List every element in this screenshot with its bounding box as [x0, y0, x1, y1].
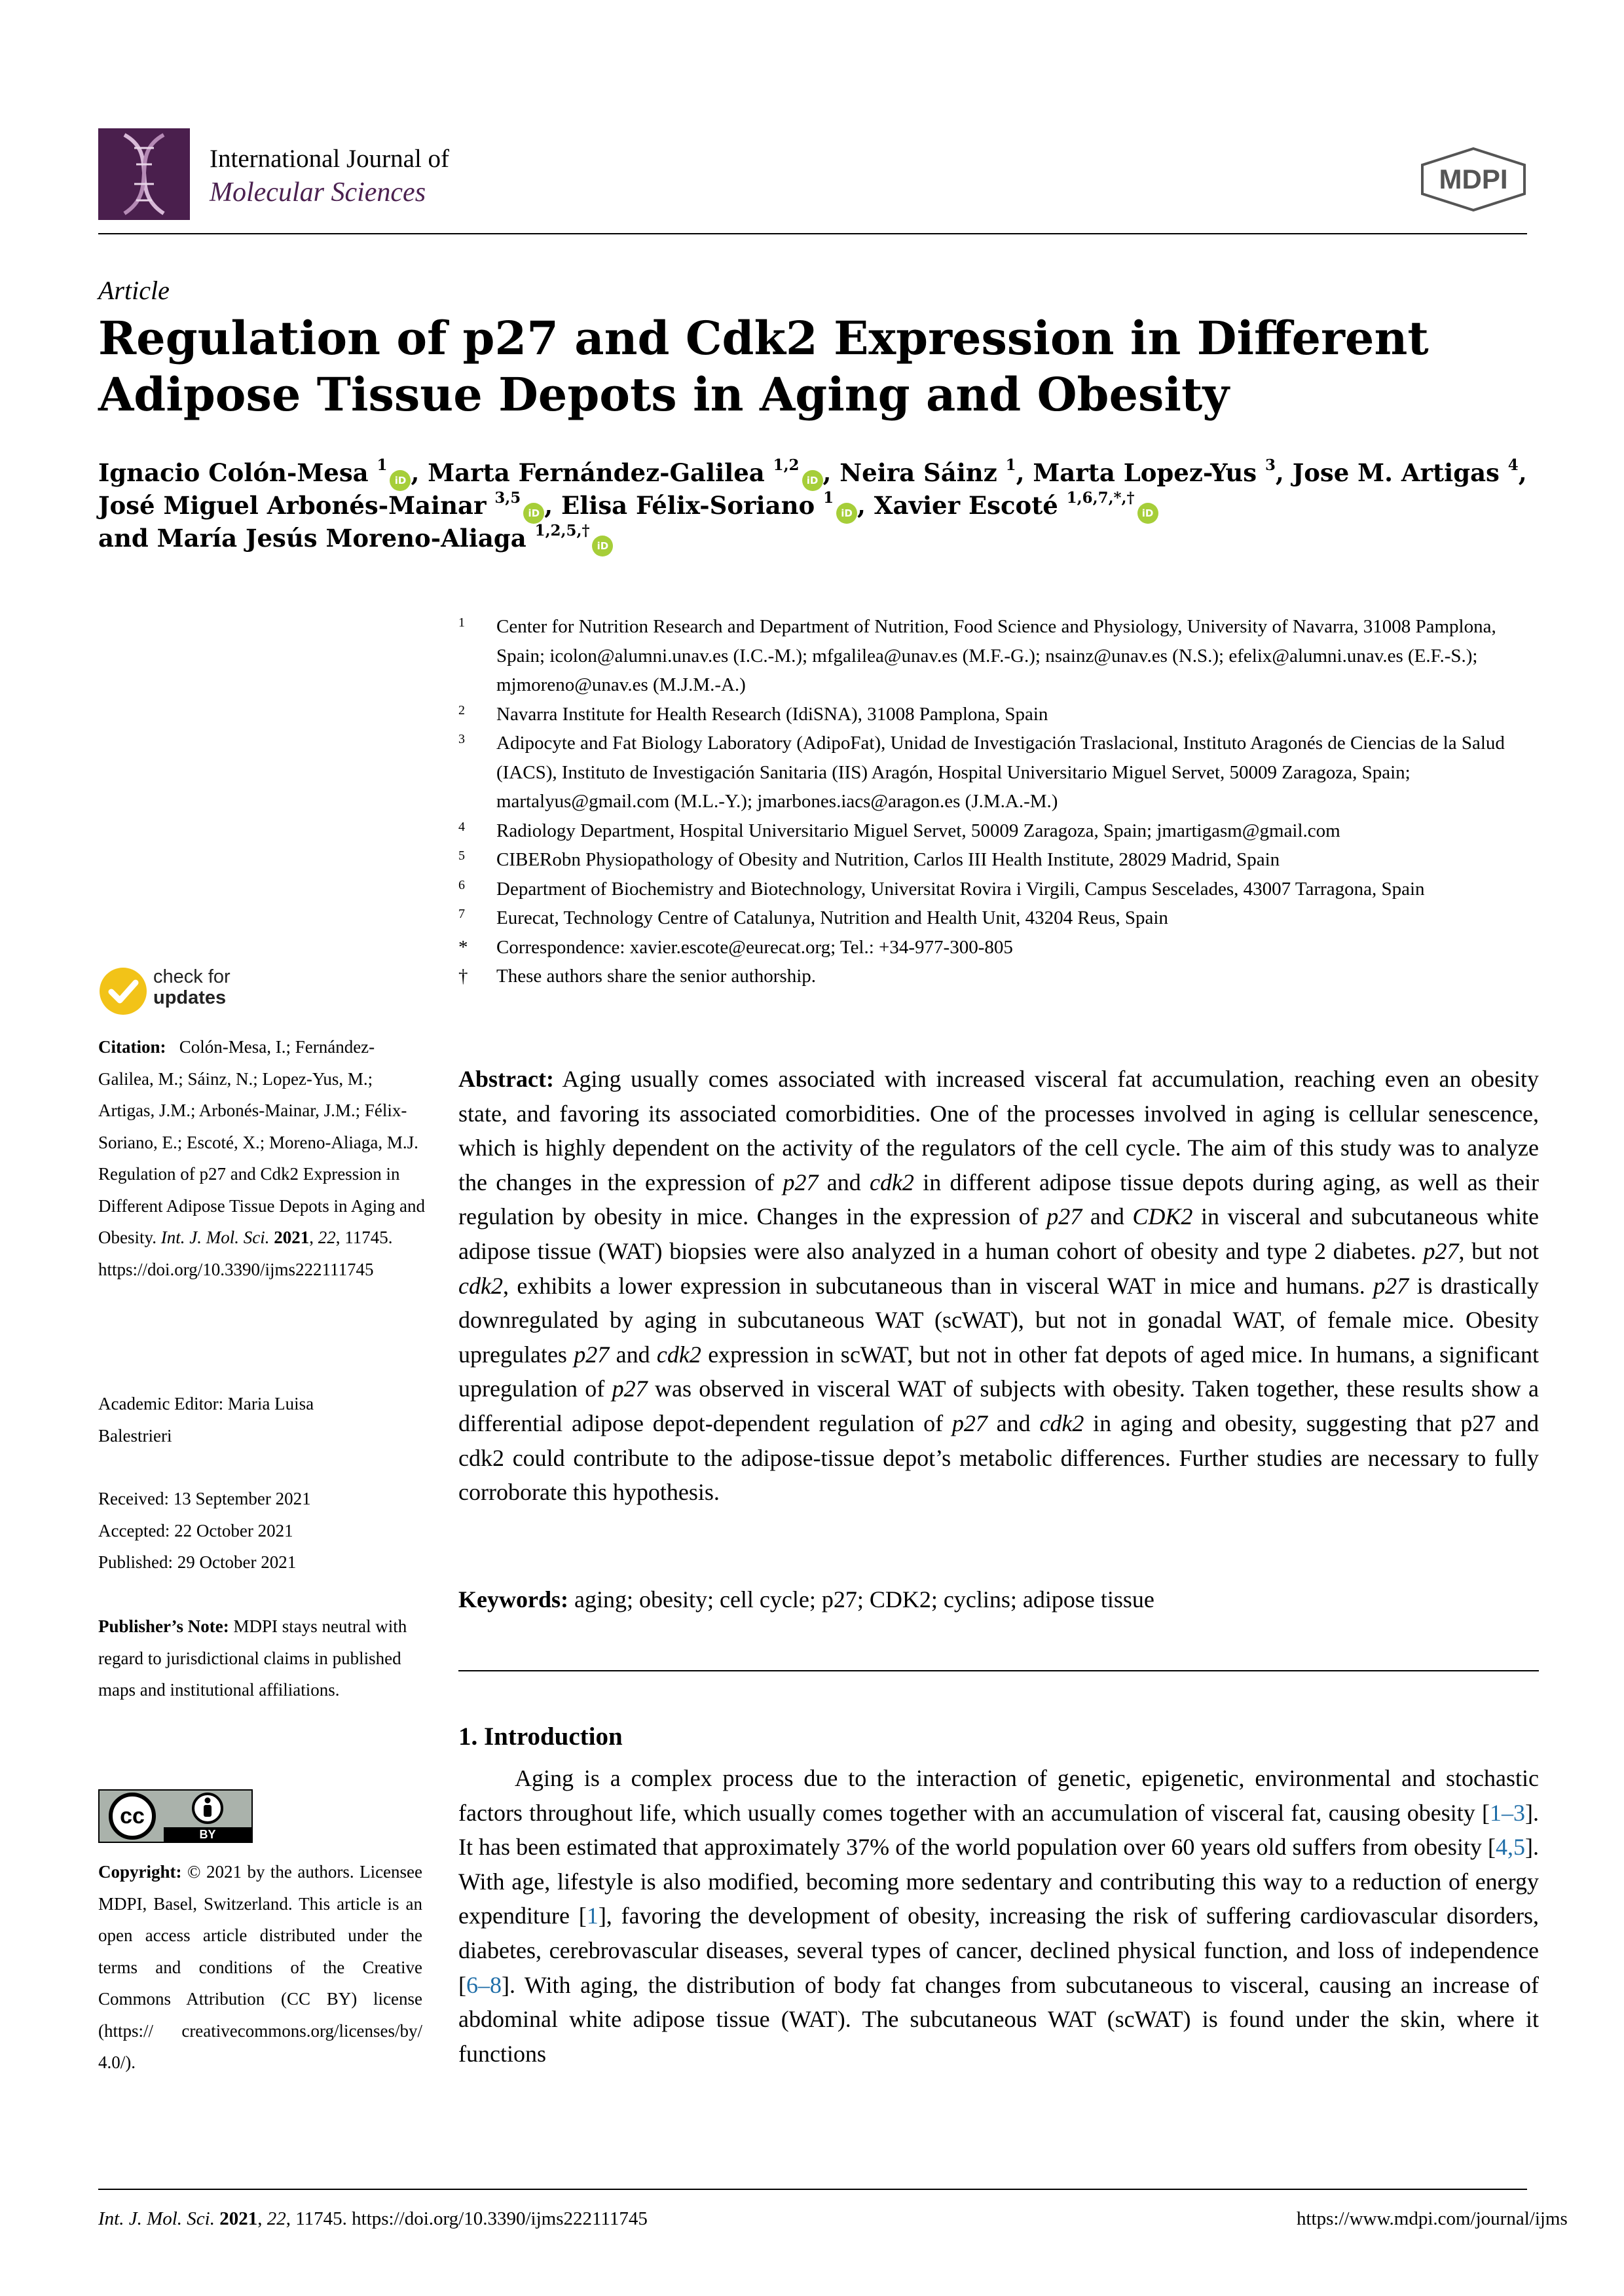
footer-volume: 22	[267, 2208, 286, 2229]
citation-text: Colón-Mesa, I.; Fernández-Galilea, M.; Sáinz, N.; Lopez-Yus, M.; Artigas, J.M.; Arbonés-Mainar, J.M.; Félix-Soriano, E.; Escoté, X.; Moreno-Aliaga, M.J. Regulation of p27 and Cdk2 Expression in Different Adipose Tissue Depots in Aging and Obesity.	[98, 1037, 425, 1247]
mdpi-logo-text: MDPI	[1439, 164, 1508, 194]
publisher-note-label: Publisher’s Note:	[98, 1616, 229, 1636]
abstract-text: and	[826, 1169, 861, 1195]
copyright-text: © 2021 by the authors. Licensee MDPI, Basel, Switzerland. This article is an open access article distributed under the terms and conditions of the Creative Commons Attribution (CC BY) license (https:// creativecommons.org/licenses/by/ 4.0/).	[98, 1862, 423, 2072]
intro-text: ], favoring the development of obesity, increasing the risk of suffering cardiovascular disorders, diabetes, cerebrovascular diseases, several types of cancer, declined physical function, and loss of independence [	[458, 1903, 1539, 1998]
citation-pages: 11745.	[344, 1228, 393, 1247]
abstract-text: Aging usually comes associated with increased visceral fat accumulation, reaching even an obesity state, and favoring its associated comorbidities. One of the processes involved in aging is cellular senescence, which is highly dependent on the activity of the regulators of the cell cycle. The aim of this study was to analyze the changes in the expression of	[458, 1066, 1539, 1195]
copyright-notice	[98, 1856, 422, 2079]
affiliation-text: Center for Nutrition Research and Department of Nutrition, Food Science and Physiology, University of Navarra, 31008 Pamplona, Spain; icolon@alumni.unav.es (I.C.-M.); mfgalilea@unav.es (M.F.-G.); nsainz@unav.es (N.S.); efelix@alumni.unav.es (E.F.-S.); mjmoreno@unav.es (M.J.M.-A.)	[496, 616, 1496, 695]
intro-text: ]. With age, lifestyle is also modified, becoming more sedentary and contributing this way to a reduction of energy expenditure [	[458, 1834, 1539, 1929]
affiliation-mark: 4	[458, 819, 465, 834]
author-affiliation-mark: 3,5	[494, 488, 521, 507]
gene-name: p27	[574, 1341, 610, 1368]
author-affiliation-mark: 1	[823, 488, 834, 507]
orcid-icon[interactable]: iD	[523, 503, 544, 524]
affiliation-item	[458, 700, 1539, 729]
publisher-note	[98, 1611, 426, 1706]
affiliation-item	[458, 903, 1539, 933]
header-divider	[98, 233, 1527, 234]
copyright-label: Copyright:	[98, 1862, 182, 1882]
keywords-label: Keywords:	[458, 1586, 568, 1613]
author-name: Ignacio Colón-Mesa	[98, 458, 369, 487]
abstract-text: in different adipose tissue depots during aging, as well as their regulation by obesity in mice. Changes in the expression of	[458, 1169, 1539, 1230]
author-affiliation-mark: 4	[1507, 456, 1519, 474]
author-conjunction: and	[98, 524, 149, 553]
orcid-icon[interactable]: iD	[390, 470, 411, 491]
affiliation-text: Eurecat, Technology Centre of Catalunya, Nutrition and Health Unit, 43204 Reus, Spain	[496, 907, 1168, 928]
orcid-icon[interactable]: iD	[802, 470, 823, 491]
cc-by-license-badge[interactable]	[98, 1789, 253, 1843]
cc-badge-by-text: BY	[199, 1828, 216, 1841]
author-affiliation-mark: 1,2,5,†	[534, 521, 590, 539]
gene-name: p27	[951, 1410, 987, 1436]
gene-name: p27	[1423, 1237, 1459, 1264]
gene-name: p27	[1046, 1203, 1082, 1230]
check-updates-line2: updates	[153, 987, 227, 1008]
gene-name: cdk2	[1039, 1410, 1084, 1436]
reference-link[interactable]: 1–3	[1490, 1799, 1525, 1826]
publisher-note-text: MDPI stays neutral with regard to jurisdictional claims in published maps and institutional affiliations.	[98, 1616, 407, 1700]
academic-editor: Academic Editor: Maria Luisa Balestrieri	[98, 1394, 314, 1446]
footer-journal: Int. J. Mol. Sci.	[98, 2208, 215, 2229]
check-updates-line1: check for	[153, 966, 231, 987]
affiliation-text: Navarra Institute for Health Research (IdiSNA), 31008 Pamplona, Spain	[496, 703, 1048, 725]
abstract	[458, 1062, 1539, 1510]
article-type: Article	[98, 276, 170, 305]
intro-text: Aging is a complex process due to the interaction of genetic, epigenetic, environmental and stochastic factors throughout life, which usually comes together with an accumulation of visceral fat, causing obesity [	[458, 1765, 1539, 1826]
orcid-icon[interactable]: iD	[592, 536, 613, 556]
citation-label: Citation:	[98, 1037, 166, 1057]
affiliation-mark: 7	[458, 907, 465, 921]
accepted-date: Accepted: 22 October 2021	[98, 1520, 293, 1540]
affiliation-mark: *	[458, 936, 468, 958]
check-updates-icon	[98, 966, 148, 1016]
footer-citation: Int. J. Mol. Sci. 2021, 22, 11745. https://doi.org/10.3390/ijms222111745	[98, 2208, 648, 2229]
senior-author-note	[458, 962, 1539, 991]
abstract-text: , but not	[1458, 1237, 1540, 1264]
introduction-paragraph	[458, 1761, 1539, 2071]
mdpi-logo[interactable]	[1414, 147, 1532, 212]
author-affiliation-mark: 1,6,7,*,†	[1066, 488, 1135, 507]
affiliation-item	[458, 729, 1539, 816]
affiliation-mark: †	[458, 966, 468, 987]
author-affiliation-mark: 3	[1264, 456, 1276, 474]
author-name: Marta Fernández-Galilea	[428, 458, 765, 487]
journal-name-line1: International Journal of	[210, 145, 450, 173]
author-name: Neira Sáinz	[840, 458, 997, 487]
abstract-text: and	[996, 1410, 1031, 1436]
senior-author-text: These authors share the senior authorship.	[496, 966, 817, 987]
citation-doi-link[interactable]: https://doi.org/10.3390/ijms222111745	[98, 1259, 374, 1279]
reference-link[interactable]: 4,5	[1496, 1834, 1525, 1861]
affiliation-item	[458, 612, 1539, 700]
abstract-text: , exhibits a lower expression in subcutaneous than in visceral WAT in mice and humans.	[502, 1272, 1365, 1299]
affiliation-mark: 1	[458, 615, 465, 630]
journal-name-line2: Molecular Sciences	[210, 177, 426, 208]
abstract-text: is drastically downregulated by aging in subcutaneous WAT (scWAT), but not in gonadal WAT, of female mice. Obesity upregulates	[458, 1272, 1540, 1368]
intro-text: ]. It has been estimated that approximately 37% of the world population over 60 years old suffers from obesity [	[458, 1799, 1539, 1861]
affiliation-mark: 3	[458, 732, 465, 746]
author-name: José Miguel Arbonés-Mainar	[98, 491, 487, 520]
received-date: Received: 13 September 2021	[98, 1489, 311, 1508]
gene-name: p27	[783, 1169, 819, 1195]
author-name: María Jesús Moreno-Aliaga	[157, 524, 526, 553]
author-affiliation-mark: 1,2	[773, 456, 800, 474]
check-for-updates-badge[interactable]	[98, 962, 295, 1021]
cc-badge-cc-text: cc	[120, 1804, 145, 1829]
author-affiliation-mark: 1	[377, 456, 388, 474]
affiliation-list	[458, 612, 1539, 991]
footer-year: 2021	[219, 2208, 258, 2229]
affiliation-item	[458, 875, 1539, 904]
gene-name: cdk2	[458, 1272, 503, 1299]
abstract-label: Abstract:	[458, 1066, 554, 1092]
affiliation-text: Radiology Department, Hospital Universitario Miguel Servet, 50009 Zaragoza, Spain; jmartigasm@gmail.com	[496, 820, 1340, 841]
reference-link[interactable]: 1	[586, 1903, 599, 1929]
gene-name: p27	[1373, 1272, 1409, 1299]
citation-volume: 22	[318, 1228, 336, 1247]
author-name: Elisa Félix-Soriano	[561, 491, 815, 520]
affiliation-item	[458, 845, 1539, 875]
abstract-text: and	[1090, 1203, 1124, 1230]
author-name: Xavier Escoté	[874, 491, 1058, 520]
keywords-text: aging; obesity; cell cycle; p27; CDK2; cyclins; adipose tissue	[574, 1586, 1154, 1613]
gene-name: CDK2	[1132, 1203, 1193, 1230]
gene-name: cdk2	[656, 1341, 701, 1368]
published-date: Published: 29 October 2021	[98, 1552, 297, 1572]
footer-doi[interactable]: , 11745. https://doi.org/10.3390/ijms222111745	[286, 2208, 648, 2229]
keywords	[458, 1582, 1539, 1617]
author-affiliation-mark: 1	[1005, 456, 1016, 474]
intro-text: ]. With aging, the distribution of body fat changes from subcutaneous to visceral, causing an increase of abdominal white adipose tissue (WAT). The subcutaneous WAT (scWAT) is found under the skin, where it functions	[458, 1971, 1539, 2067]
affiliation-text: CIBERobn Physiopathology of Obesity and Nutrition, Carlos III Health Institute, 28029 Madrid, Spain	[496, 849, 1280, 870]
author-name: Marta Lopez-Yus	[1033, 458, 1257, 487]
affiliation-item	[458, 816, 1539, 846]
correspondence-text: Correspondence: xavier.escote@eurecat.org; Tel.: +34-977-300-805	[496, 936, 1013, 958]
gene-name: cdk2	[869, 1169, 914, 1195]
affiliation-text: Adipocyte and Fat Biology Laboratory (AdipoFat), Unidad de Investigación Traslacional, Instituto Aragonés de Ciencias de la Salud (IACS), Instituto de Investigación Sanitaria (IIS) Aragón, Hospital Universitario Miguel Servet, 50009 Zaragoza, Spain; martalyus@gmail.com (M.L.-Y.); jmarbones.iacs@aragon.es (J.M.A.-M.)	[496, 733, 1505, 812]
footer-divider	[98, 2189, 1527, 2190]
citation-year: 2021	[274, 1228, 310, 1247]
affiliation-text: Department of Biochemistry and Biotechnology, Universitat Rovira i Virgili, Campus Sescelades, 43007 Tarragona, Spain	[496, 878, 1425, 900]
affiliation-mark: 2	[458, 702, 465, 718]
article-dates	[98, 1483, 426, 1578]
footer-journal-url[interactable]: https://www.mdpi.com/journal/ijms	[1297, 2208, 1568, 2229]
author-name: Jose M. Artigas	[1292, 458, 1500, 487]
citation-block: Citation: Colón-Mesa, I.; Fernández-Galilea, M.; Sáinz, N.; Lopez-Yus, M.; Artigas, J.M.; Arbonés-Mainar, J.M.; Félix-Soriano, E.; Escoté, X.; Moreno-Aliaga, M.J. Regulation of p27 and Cdk2 Expression in Different Adipose Tissue Depots in Aging and Obesity. Int. J. Mol. Sci. 2021, 22, 11745. https://doi.org/10.3390/ijms222111745	[98, 1037, 425, 1279]
gene-name: p27	[612, 1376, 648, 1402]
abstract-text: in aging and obesity, suggesting that p27 and cdk2 could contribute to the adipose-tissue depot’s metabolic differences. Further studies are necessary to fully corroborate this hypothesis.	[458, 1410, 1540, 1506]
abstract-text: expression in scWAT, but not in other fat depots of aged mice. In humans, a significant upregulation of	[458, 1341, 1540, 1402]
reference-link[interactable]: 6–8	[466, 1971, 502, 1998]
journal-logo	[98, 128, 190, 220]
abstract-text: was observed in visceral WAT of subjects with obesity. Taken together, these results show a differential adipose depot-dependent regulation of	[458, 1376, 1540, 1436]
affiliation-mark: 6	[458, 877, 465, 892]
abstract-text: and	[616, 1341, 650, 1368]
correspondence-item	[458, 933, 1539, 962]
orcid-icon[interactable]: iD	[1137, 503, 1158, 524]
author-list: Ignacio Colón-Mesa $^1$iD , Marta Fernández-Galilea $^{1,2}$iD , Neira Sáinz $^1$, Marta Lopez-Yus $^3$, Jose M. Artigas $^4$, José Miguel Arbonés-Mainar $^{3,5}$iD , Elisa Félix-Soriano $^1$iD , Xavier Escoté $^{1,6,7,*,\dagger}$iD and María Jesús Moreno-Aliaga $^{1,2,5,\dagger}$iD	[98, 458, 1539, 556]
section-heading: 1. Introduction	[458, 1722, 623, 1751]
article-title: Regulation of p27 and Cdk2 Expression in Different Adipose Tissue Depots in Aging and Obesity	[98, 311, 1429, 422]
abstract-text: in visceral and subcutaneous white adipose tissue (WAT) biopsies were also analyzed in a human cohort of obesity and type 2 diabetes.	[458, 1203, 1539, 1264]
affiliation-mark: 5	[458, 848, 465, 863]
orcid-icon[interactable]: iD	[836, 503, 857, 524]
citation-journal: Int. J. Mol. Sci.	[160, 1228, 270, 1247]
section-divider	[458, 1670, 1539, 1671]
